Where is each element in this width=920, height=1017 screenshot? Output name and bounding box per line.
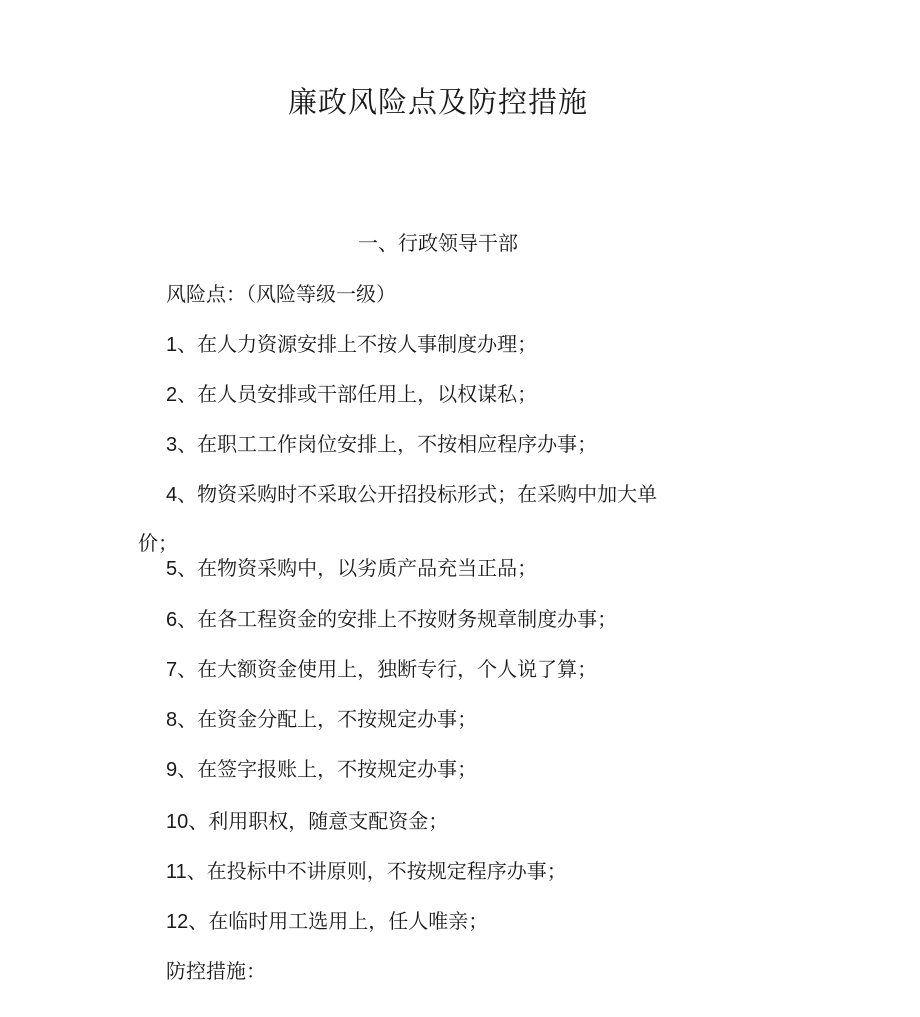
risk-item-number: 10 [166,811,189,833]
risk-item-text: 、在人力资源安排上不按人事制度办理； [177,332,538,356]
risk-item-number: 9 [166,759,178,781]
risk-item-number: 12 [166,911,189,933]
risk-item-number: 3 [166,434,178,456]
risk-item-text: 、在物资采购中，以劣质产品充当正品； [177,556,538,580]
risk-item-text: 、在各工程资金的安排上不按财务规章制度办事； [177,607,618,631]
risk-item-5 [166,553,537,584]
risk-item-text: 、在临时用工选用上，任人唯亲； [188,909,489,933]
risk-item-text: 、在大额资金使用上，独断专行，个人说了算； [177,657,598,681]
risk-item-number: 6 [166,609,178,631]
risk-item-number: 5 [166,558,178,580]
risk-item-text: 、在资金分配上，不按规定办事； [177,707,478,731]
risk-item-number: 1 [166,334,178,356]
measures-label: 防控措施： [166,959,266,983]
risk-item-number: 7 [166,659,178,681]
risk-item-7 [166,654,597,685]
risk-item-2 [166,379,537,410]
risk-item-9 [166,754,477,785]
risk-item-text: 、在人员安排或干部任用上，以权谋私； [177,382,538,406]
risk-item-text: 、物资采购时不采取公开招投标形式；在采购中加大单 [177,482,658,506]
risk-label: 风险点：（风险等级一级） [166,282,396,306]
risk-item-number: 2 [166,384,178,406]
risk-item-6 [166,604,617,635]
risk-item-10 [166,806,448,837]
document-title: 廉政风险点及防控措施 [287,85,588,119]
risk-item-4-continuation: 价； [138,531,178,555]
risk-item-text: 、在投标中不讲原则，不按规定程序办事； [186,859,567,883]
risk-item-8 [166,704,477,735]
risk-item-number: 4 [166,484,178,506]
risk-item-1 [166,329,537,360]
risk-item-number: 8 [166,709,178,731]
risk-item-3 [166,429,597,460]
risk-item-11 [166,856,567,887]
risk-item-text: 、在职工工作岗位安排上，不按相应程序办事； [177,432,598,456]
risk-item-4 [166,479,657,510]
risk-item-12 [166,906,488,937]
risk-item-text: 、利用职权，随意支配资金； [188,809,449,833]
risk-item-number: 11 [166,861,187,883]
section-heading: 一、行政领导干部 [358,231,518,255]
risk-item-text: 、在签字报账上，不按规定办事； [177,757,478,781]
